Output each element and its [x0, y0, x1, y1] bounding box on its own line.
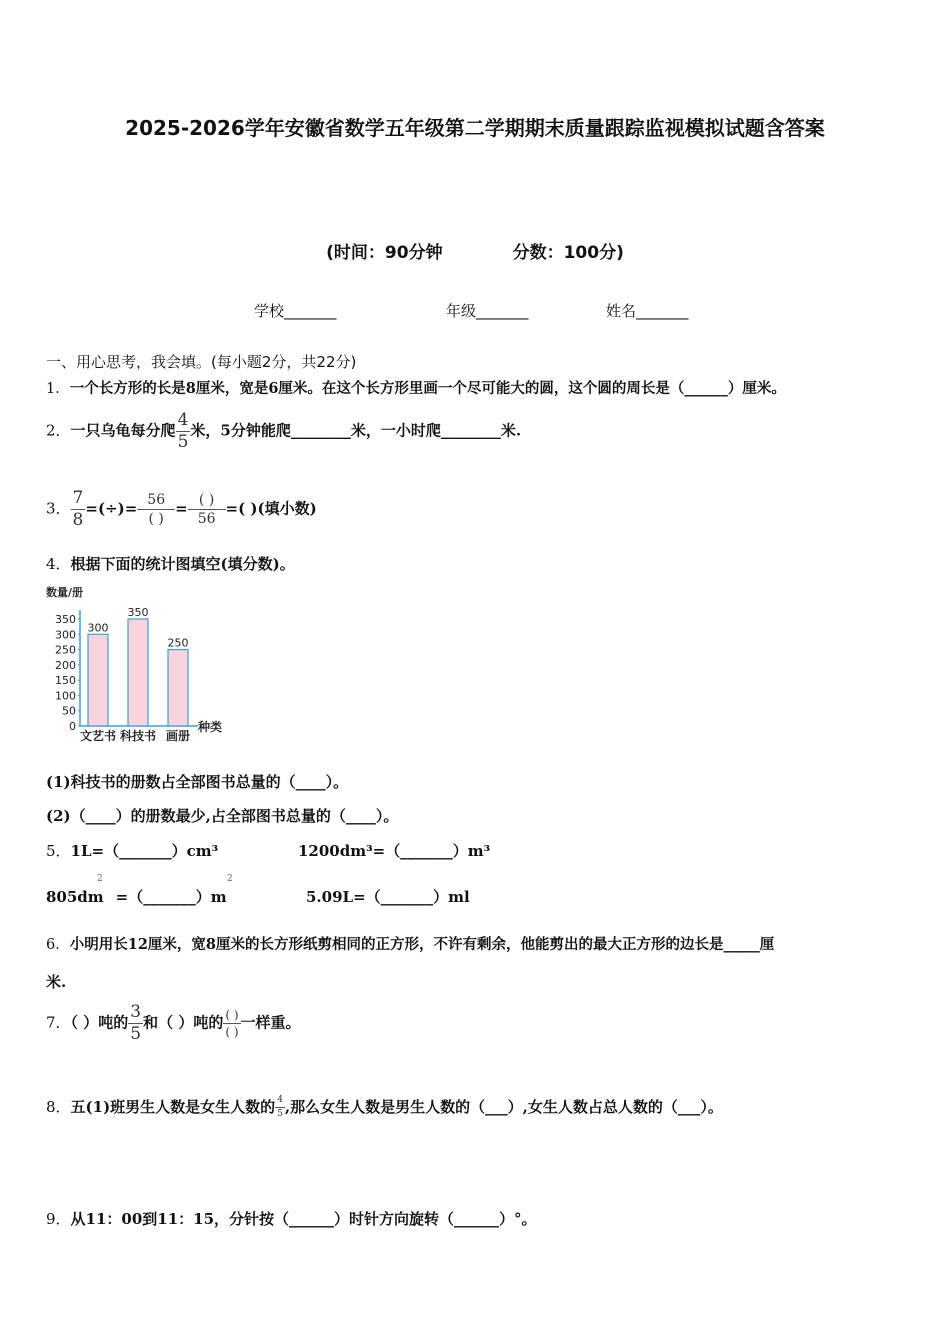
y-tick-label: 200 [55, 658, 76, 672]
question-3 [46, 490, 317, 529]
y-tick-label: 100 [55, 689, 76, 703]
fraction-numerator: 7 [72, 488, 84, 508]
fraction-numerator: 4 [275, 1096, 285, 1108]
y-ticks [55, 613, 80, 733]
conversion-b: 1200dm³=（_______）m³ [298, 842, 491, 860]
fraction-3-5 [128, 1004, 143, 1043]
fraction-denominator: 56 [197, 511, 216, 527]
fraction [176, 412, 191, 451]
bar-value-label: 350 [127, 606, 149, 619]
equals: = [175, 499, 188, 518]
question-number: 3． [46, 499, 71, 518]
page-title: 2025-2026学年安徽省数学五年级第二学期期末质量跟踪监视模拟试题含答案 [125, 116, 825, 140]
conversion-c [46, 886, 227, 907]
bar-画册 [168, 650, 188, 726]
bar-文艺书 [88, 634, 108, 726]
fraction-7-8 [71, 490, 86, 529]
conversion-c-pre: 805dm [46, 888, 104, 906]
question-number: 1． [46, 381, 70, 397]
equals-divide: =(÷)= [85, 499, 138, 518]
question-text: 一只乌龟每分爬 [70, 421, 176, 440]
y-tick-label: 0 [69, 720, 76, 733]
grade-field[interactable]: 年级_______ [446, 302, 529, 320]
question-number: 4． [46, 555, 71, 573]
question-1 [46, 377, 786, 398]
fraction-numerator: 4 [177, 410, 189, 430]
bar-科技书 [128, 619, 148, 726]
conversion-a: 1L=（_______）cm³ [70, 842, 219, 860]
question-number: 5． [46, 842, 71, 860]
name-field[interactable]: 姓名_______ [606, 302, 689, 320]
question-text-2: ,那么女生人数是男生人数的（___）,女生人数占总人数的（___）。 [284, 1098, 723, 1116]
bar-value-label: 250 [167, 636, 189, 650]
question-number: 2． [46, 421, 71, 440]
bar-chart [40, 582, 240, 747]
question-text-2: 米，5分钟能爬________米，一小时爬________米. [190, 421, 522, 440]
question-text: 根据下面的统计图填空(填分数)。 [70, 555, 295, 573]
question-text: 五(1)班男生人数是女生人数的 [70, 1098, 276, 1116]
category-label: 文艺书 [79, 729, 117, 743]
question-number: 8． [46, 1098, 71, 1116]
superscript: 2 [97, 874, 103, 884]
fraction-denominator: 5 [177, 432, 189, 452]
question-text: 从11：00到11：15，分针按（______）时针方向旋转（______）°。 [70, 1210, 537, 1228]
question-9 [46, 1208, 537, 1229]
question-6 [46, 933, 774, 954]
fraction-denominator: ( ) [225, 1025, 239, 1039]
question-text-3: 一样重。 [240, 1013, 301, 1032]
question-8 [46, 1096, 723, 1119]
y-tick-label: 150 [55, 674, 76, 688]
question-5-row-1 [46, 840, 218, 861]
fraction-blank [223, 1009, 240, 1038]
question-4 [46, 553, 295, 574]
category-label: 科技书 [119, 729, 157, 743]
fraction-numerator: ( ) [225, 1008, 239, 1022]
conversion-c-post: =（_______）m [115, 888, 227, 906]
question-text: 一个长方形的长是8厘米，宽是6厘米。在这个长方形里画一个尽可能大的圆，这个圆的周长是（______）厘米。 [69, 380, 786, 397]
fraction-numerator: ( ) [188, 493, 226, 510]
exam-score: 分数：100分) [512, 243, 624, 263]
conversion-d: 5.09L=（_______）ml [306, 888, 470, 906]
superscript: 2 [227, 874, 233, 884]
question-text: （ ）吨的 [70, 1013, 129, 1032]
fraction-denominator: 5 [277, 1109, 283, 1119]
fraction-denominator: 5 [130, 1024, 142, 1044]
bars [80, 606, 190, 743]
question-number: 7． [46, 1013, 71, 1032]
question-4-part-2: (2)（____）的册数最少,占全部图书总量的（____）。 [46, 807, 399, 825]
section-heading: 一、用心思考，我会填。(每小题2分，共22分) [46, 353, 357, 371]
question-text: 小明用长12厘米，宽8厘米的长方形纸剪相同的正方形，不许有剩余，他能剪出的最大正方形的边长是_____厘 [69, 936, 775, 953]
question-2 [46, 412, 521, 451]
y-tick-label: 300 [55, 628, 76, 642]
fraction-denominator: 8 [72, 510, 84, 530]
question-number: 6． [46, 937, 70, 953]
school-field[interactable]: 学校_______ [254, 302, 337, 320]
question-text-2: 和（ ）吨的 [143, 1013, 224, 1032]
fraction-numerator: 3 [130, 1002, 142, 1022]
fraction-4-5 [275, 1096, 285, 1119]
exam-time: (时间：90分钟 [326, 243, 443, 263]
question-text: =( )(填小数) [225, 499, 317, 518]
fraction-numerator: 56 [137, 493, 175, 510]
y-axis-label: 数量/册 [46, 586, 84, 599]
question-7 [46, 1004, 301, 1043]
question-4-part-1: (1)科技书的册数占全部图书总量的（____）。 [46, 773, 349, 791]
category-label: 画册 [165, 729, 191, 743]
bar-value-label: 300 [87, 621, 109, 635]
fraction-over-56 [188, 493, 226, 526]
question-6-line-2: 米. [46, 973, 67, 991]
exam-meta [0, 238, 950, 263]
y-tick-label: 250 [55, 643, 76, 657]
fraction-56 [137, 493, 175, 526]
y-tick-label: 50 [62, 704, 76, 718]
y-tick-label: 350 [55, 613, 76, 626]
question-number: 9． [46, 1210, 71, 1228]
x-axis-label: 种类 [198, 720, 223, 734]
fraction-denominator: ( ) [148, 511, 164, 527]
